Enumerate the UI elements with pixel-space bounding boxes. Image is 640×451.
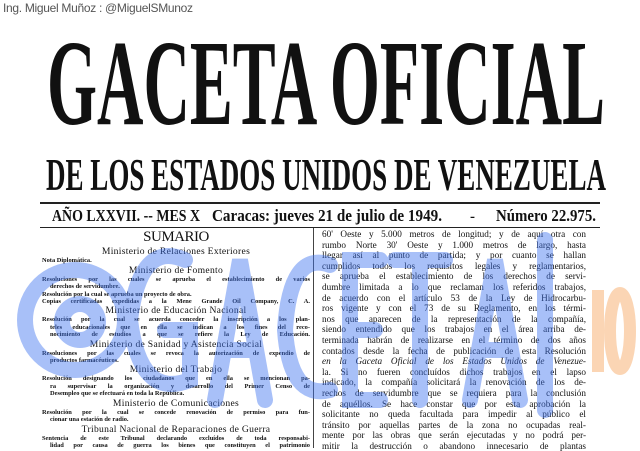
- section-line: Sentencia de este Tribunal declarando excluídos de toda responsabi-: [42, 434, 310, 442]
- section-heading: Ministerio de Fomento: [128, 264, 224, 276]
- section-heading: Tribunal Nacional de Reparaciones de Guerra: [81, 423, 271, 435]
- section-line: productos farmacéuticos.: [50, 357, 119, 365]
- section-line: Resoluciones por las cuales se revoca la autorización de expendio de: [42, 349, 310, 357]
- top-rule: [40, 202, 600, 204]
- section-line: teles educacionales que en ella se indican a los fines del reco-: [50, 323, 310, 331]
- article-line: cumplidos todos los requisitos legales y reglamentarios,: [322, 260, 586, 271]
- article-line: solicitante no queda facultada para impedir al público el: [322, 409, 586, 420]
- article-line: siendo entendido que los trabajos en el área arriba de-: [322, 324, 586, 335]
- section-heading: Ministerio de Sanidad y Asistencia Social: [89, 338, 263, 350]
- section-line: nocimiento de estudios a que se refiere la Ley de Educación.: [50, 331, 310, 339]
- article-line: de aquéllos. Se hace constar que por esta aprobación la: [322, 398, 586, 409]
- section-heading: Ministerio de Relaciones Exteriores: [101, 246, 251, 258]
- article-line: mitir la destrucción o abandono innecesario de plantas: [322, 440, 586, 451]
- article-line: de acuerdo con el artículo 53 de la Ley de Hidrocarbu-: [322, 292, 586, 303]
- article-column: [322, 229, 586, 451]
- watermark-suffix-shape: [598, 290, 630, 372]
- newspaper-subtitle: DE LOS ESTADOS UNIDOS DE VENEZUELA: [46, 150, 607, 200]
- column-divider: [313, 228, 314, 448]
- article-line: se aprueba el establecimiento de los derechos de servi-: [322, 271, 586, 282]
- author-credit: Ing. Miguel Muñoz : @MiguelSMunoz: [3, 1, 193, 15]
- issue-year: AÑO LXXVII. -- MES X: [52, 206, 201, 225]
- dateline-separator: -: [470, 209, 475, 225]
- issue-number: Número 22.975.: [496, 206, 596, 225]
- section-line: Copias certificadas expedidas a la Mene Grande Oil Company, C. A.: [42, 298, 310, 306]
- article-line: en la Gaceta Oficial de los Estados Unidos de Venezue-: [322, 356, 586, 367]
- article-line: contados desde la fecha de publicación de esta Resolución: [322, 345, 586, 356]
- section-line: lidad por causa de guerra los bienes que constituyen el patrimonio: [50, 441, 310, 449]
- section-line: cionar una estación de radio.: [50, 416, 129, 424]
- issue-date: Caracas: jueves 21 de julio de 1949.: [212, 206, 442, 225]
- section-line: Desempleo que se efectuará en toda la República.: [50, 390, 185, 398]
- article-line: terminada habrán de realizarse en el término de dos años: [322, 334, 586, 345]
- section-line: Resolución por la cual se acuerda conceder la inscripción a los plan-: [42, 316, 310, 324]
- article-line: rumbo Norte 30' Oeste y 1.000 metros de largo, hasta: [322, 239, 586, 250]
- section-line: Resolución por la cual se aprueba un proyecto de obra.: [42, 290, 192, 298]
- section-line: Resoluciones por las cuales se aprueba el establecimiento de varios: [42, 275, 310, 283]
- sumario-title: SUMARIO: [143, 229, 209, 245]
- article-line: mente por las obras que serán ejecutadas y no podrá per-: [322, 430, 586, 441]
- article-line: tránsito por aquellas partes de la zona no ocupadas real-: [322, 419, 586, 430]
- article-line: la. Si no fueren concluídos dichos trabajos en el lapso: [322, 366, 586, 377]
- article-line: ros vigente y con el 73 de su Reglamento, en los térmi-: [322, 303, 586, 314]
- article-line: 60' Oeste y 5.000 metros de longitud; y de aquí otra con: [322, 229, 586, 239]
- section-line: Nota Diplomática.: [42, 257, 92, 265]
- bottom-rule: [40, 227, 600, 228]
- article-line: rechos de servidumbre que se requiera para la conclusión: [322, 387, 586, 398]
- sumario-column: [42, 229, 310, 449]
- section-line: ra supervisar la organización y desarrollo del Primer Censo de: [50, 382, 310, 390]
- section-line: Resolución designando los ciudadanos que en ella se mencionan pa-: [42, 375, 310, 383]
- section-heading: Ministerio de Comunicaciones: [112, 397, 240, 409]
- article-line: dumbre limitada a lo que reclaman los referidos trabajos,: [322, 281, 586, 292]
- article-line: indicado, la compañía solicitará la renovación de los de-: [322, 377, 586, 388]
- section-heading: Ministerio de Educación Nacional: [105, 305, 247, 317]
- section-heading: Ministerio del Trabajo: [129, 364, 223, 376]
- section-line: Resolución por la cual se concede renovación de permiso para fun-: [42, 408, 310, 416]
- newspaper-title: GACETA OFICIAL: [47, 16, 605, 151]
- article-line: nos que aparecen de la representación de la compañía,: [322, 313, 586, 324]
- section-line: derechos de servidumbre.: [50, 283, 120, 291]
- article-line: llegar así al punto de partida; y por cuanto se hallan: [322, 250, 586, 261]
